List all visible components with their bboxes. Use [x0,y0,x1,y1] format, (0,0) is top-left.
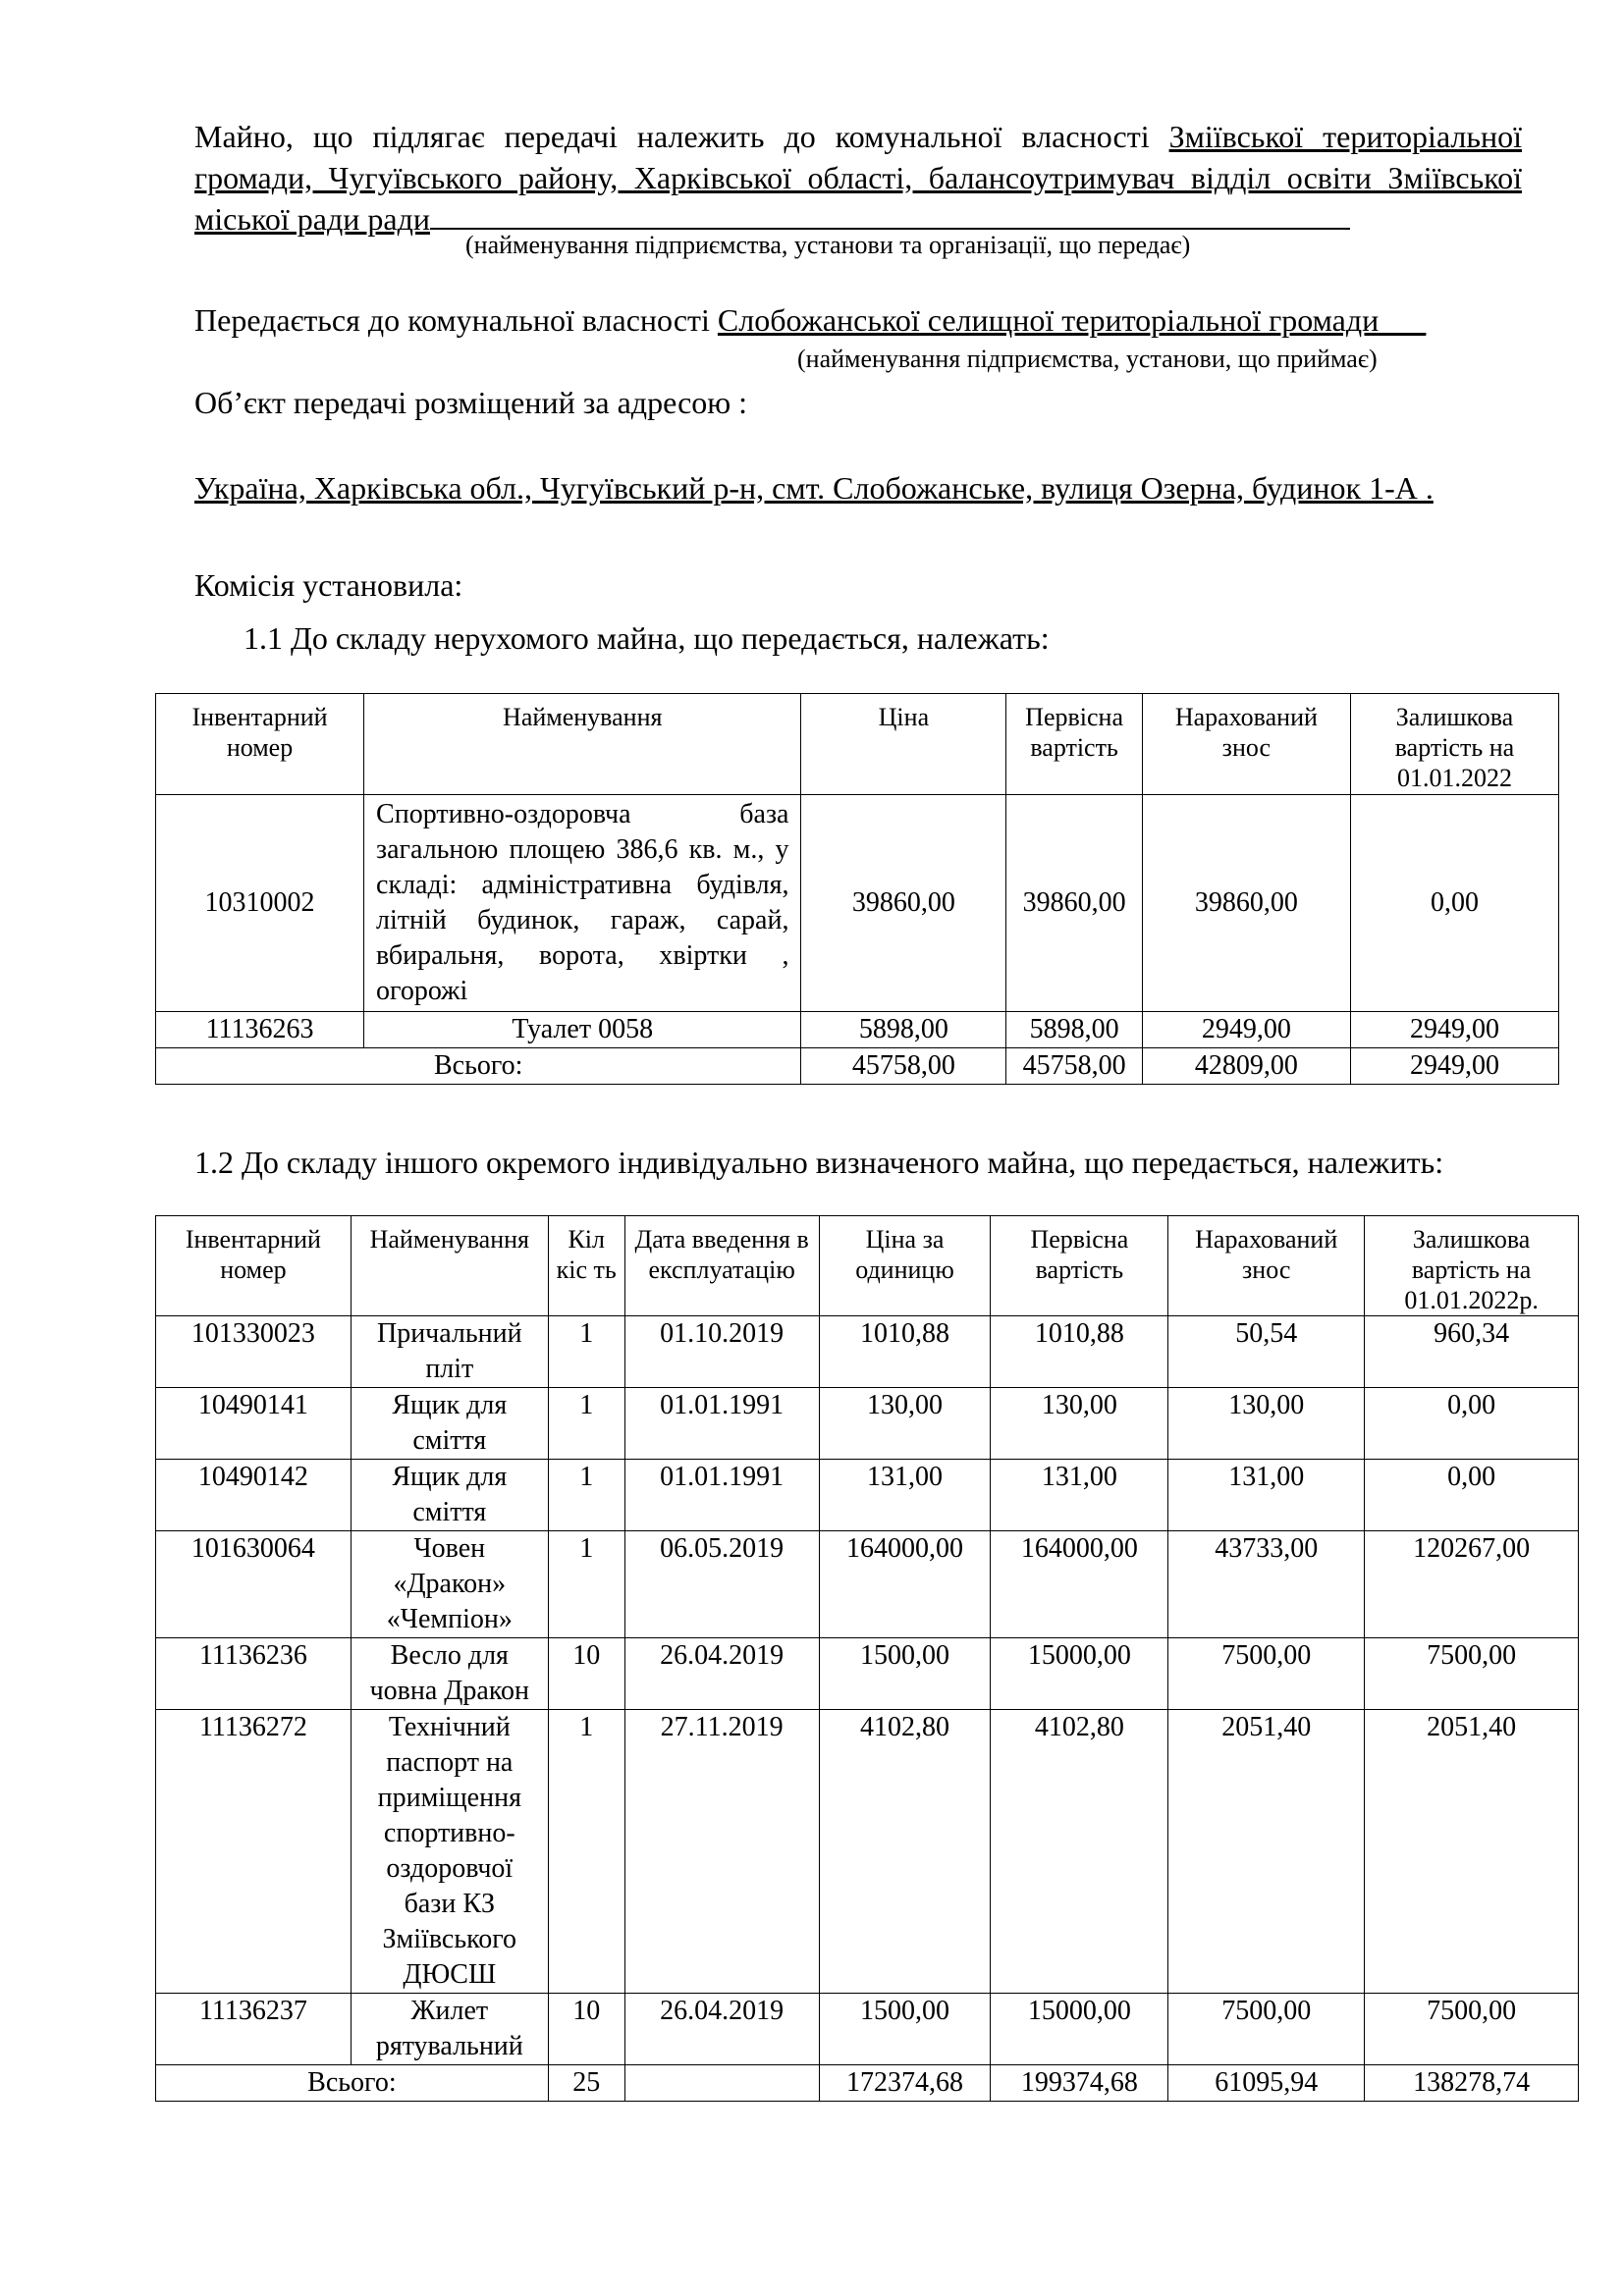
commission-date: 01.01.1991 [624,1460,819,1531]
table-row [156,1994,1579,2065]
fill-line [430,198,1350,230]
col-header: Найменування [364,694,801,795]
inventory-number: 10310002 [156,795,364,1012]
unit-price: 164000,00 [819,1531,991,1638]
depreciation: 7500,00 [1168,1638,1365,1710]
address: Україна, Харківська обл., Чугуївський р-н, смт. Слобожанське, вулиця Озерна, будинок 1-А . [194,470,1434,506]
residual-value: 960,34 [1365,1316,1579,1388]
item-name: Туалет 0058 [364,1012,801,1048]
unit-price: 1010,88 [819,1316,991,1388]
col-header: Ціна [801,694,1006,795]
table-row [156,1316,1579,1388]
residual-value: 7500,00 [1365,1638,1579,1710]
residual-value: 7500,00 [1365,1994,1579,2065]
col-header: Залишкова вартість на 01.01.2022 [1350,694,1558,795]
item-name: Ящик для сміття [351,1388,548,1460]
item-name: Технічний паспорт на приміщення спортивно-оздоровчої бази КЗ Зміївського ДЮСШ [351,1710,548,1994]
quantity: 1 [548,1316,624,1388]
owner-caption: (найменування підприємства, установи та організації, що передає) [465,231,1191,259]
unit-price: 4102,80 [819,1710,991,1994]
col-header: Залишкова вартість на 01.01.2022р. [1365,1216,1579,1316]
residual-value: 0,00 [1350,795,1558,1012]
total-unit-price: 172374,68 [819,2065,991,2102]
total-residual-value: 2949,00 [1350,1048,1558,1085]
total-depreciation: 42809,00 [1142,1048,1350,1085]
depreciation: 131,00 [1168,1460,1365,1531]
commission-date: 26.04.2019 [624,1994,819,2065]
col-header: Нарахований знос [1168,1216,1365,1316]
quantity: 1 [548,1531,624,1638]
section2-heading: 1.2 До складу іншого окремого індивідуально визначеного майна, що передається, належить: [194,1145,1444,1180]
inventory-number: 10490142 [156,1460,352,1531]
movable-property-table [155,1215,1579,2102]
initial-value: 4102,80 [991,1710,1168,1994]
commission-heading: Комісія установила: [194,567,463,603]
depreciation: 43733,00 [1168,1531,1365,1638]
residual-value: 2949,00 [1350,1012,1558,1048]
inventory-number: 11136263 [156,1012,364,1048]
residual-value: 0,00 [1365,1388,1579,1460]
total-row [156,1048,1559,1085]
total-label: Всього: [156,1048,801,1085]
inventory-number: 11136237 [156,1994,352,2065]
residual-value: 2051,40 [1365,1710,1579,1994]
section1-heading: 1.1 До складу нерухомого майна, що передається, належать: [244,620,1050,656]
inventory-number: 101630064 [156,1531,352,1638]
table-row [156,1638,1579,1710]
col-header: Дата введення в експлуатацію [624,1216,819,1316]
commission-date: 01.01.1991 [624,1388,819,1460]
quantity: 1 [548,1388,624,1460]
unit-price: 130,00 [819,1388,991,1460]
intro-paragraph [194,116,1522,240]
price: 39860,00 [801,795,1006,1012]
inventory-number: 10490141 [156,1388,352,1460]
initial-value: 5898,00 [1006,1012,1143,1048]
total-price: 45758,00 [801,1048,1006,1085]
total-label: Всього: [156,2065,549,2102]
total-depreciation: 61095,94 [1168,2065,1365,2102]
commission-date: 26.04.2019 [624,1638,819,1710]
residual-value: 0,00 [1365,1460,1579,1531]
item-name: Спортивно-оздоровча база загальною площею 386,6 кв. м., у складі: адміністративна будівля, літній будинок, гараж, сарай, вбиральня, ворота, хвіртки , огорожі [364,795,801,1012]
col-header: Нарахований знос [1142,694,1350,795]
unit-price: 1500,00 [819,1638,991,1710]
col-header: Первісна вартість [991,1216,1168,1316]
quantity: 1 [548,1460,624,1531]
transfer-line [194,300,1426,340]
inventory-number: 11136236 [156,1638,352,1710]
location-label: Об’єкт передачі розміщений за адресою : [194,385,748,420]
table-row [156,1531,1579,1638]
residual-value: 120267,00 [1365,1531,1579,1638]
col-header: Первісна вартість [1006,694,1143,795]
initial-value: 1010,88 [991,1316,1168,1388]
total-initial-value: 199374,68 [991,2065,1168,2102]
quantity: 10 [548,1994,624,2065]
initial-value: 39860,00 [1006,795,1143,1012]
quantity: 1 [548,1710,624,1994]
initial-value: 15000,00 [991,1994,1168,2065]
table-row [156,1012,1559,1048]
total-date [624,2065,819,2102]
item-name: Ящик для сміття [351,1460,548,1531]
total-initial-value: 45758,00 [1006,1048,1143,1085]
depreciation: 2051,40 [1168,1710,1365,1994]
initial-value: 164000,00 [991,1531,1168,1638]
table-row [156,1460,1579,1531]
depreciation: 2949,00 [1142,1012,1350,1048]
intro-prefix: Майно, що підлягає передачі належить до комунальної власності [194,119,1169,154]
inventory-number: 101330023 [156,1316,352,1388]
transfer-prefix: Передається до комунальної власності [194,302,718,338]
unit-price: 1500,00 [819,1994,991,2065]
unit-price: 131,00 [819,1460,991,1531]
depreciation: 39860,00 [1142,795,1350,1012]
depreciation: 130,00 [1168,1388,1365,1460]
quantity: 10 [548,1638,624,1710]
recipient-caption: (найменування підприємства, установи, що приймає) [797,345,1378,373]
initial-value: 15000,00 [991,1638,1168,1710]
commission-date: 06.05.2019 [624,1531,819,1638]
col-header: Ціна за одиницю [819,1216,991,1316]
item-name: Жилет рятувальний [351,1994,548,2065]
item-name: Весло для човна Дракон [351,1638,548,1710]
real-estate-table [155,693,1559,1085]
table-row [156,1388,1579,1460]
col-header: Найменування [351,1216,548,1316]
depreciation: 7500,00 [1168,1994,1365,2065]
commission-date: 01.10.2019 [624,1316,819,1388]
price: 5898,00 [801,1012,1006,1048]
initial-value: 131,00 [991,1460,1168,1531]
recipient-name: Слобожанської селищної територіальної громади___ [717,302,1427,338]
item-name: Човен «Дракон» «Чемпіон» [351,1531,548,1638]
table-row [156,1710,1579,1994]
total-residual-value: 138278,74 [1365,2065,1579,2102]
initial-value: 130,00 [991,1388,1168,1460]
table-row [156,795,1559,1012]
col-header: Кіл кіс ть [548,1216,624,1316]
commission-date: 27.11.2019 [624,1710,819,1994]
table-header-row [156,1216,1579,1316]
total-row [156,2065,1579,2102]
table-header-row [156,694,1559,795]
owner-name: Зміївської територіальної громади, Чугуївського району, Харківської області, балансоутримувач відділ освіти Зміївської міської ради ради [194,119,1522,237]
inventory-number: 11136272 [156,1710,352,1994]
col-header: Інвентарний номер [156,694,364,795]
item-name: Причальний пліт [351,1316,548,1388]
total-quantity: 25 [548,2065,624,2102]
col-header: Інвентарний номер [156,1216,352,1316]
depreciation: 50,54 [1168,1316,1365,1388]
